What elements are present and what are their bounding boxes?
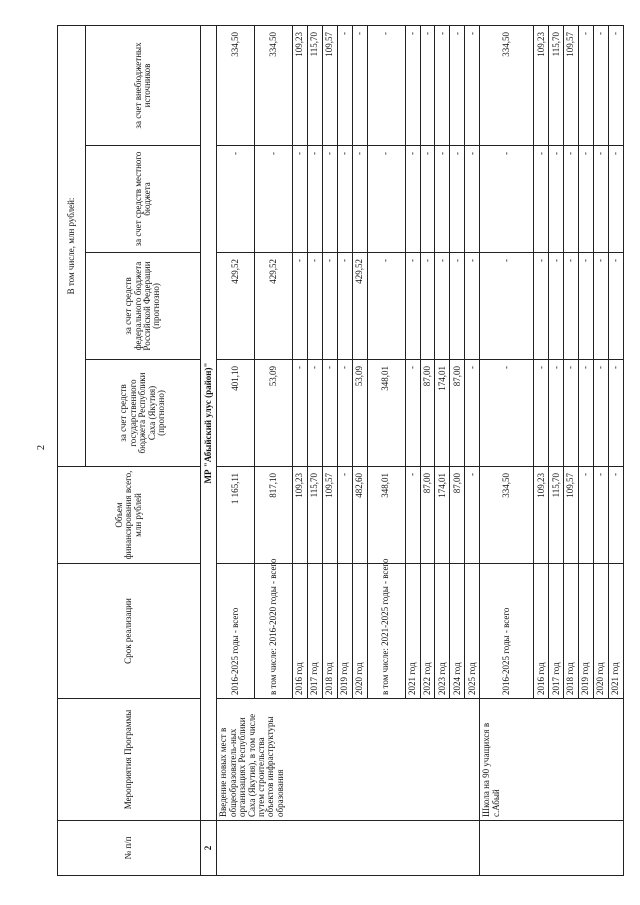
federal-cell: - <box>549 253 564 360</box>
header-total: Объем финансирования всего, млн рублей <box>58 467 201 564</box>
federal-cell: - <box>337 253 352 360</box>
republic-cell: - <box>480 360 534 467</box>
republic-cell: - <box>465 360 480 467</box>
local-cell: - <box>337 146 352 253</box>
federal-cell: 429,52 <box>352 253 367 360</box>
republic-cell: - <box>549 360 564 467</box>
local-cell: - <box>308 146 323 253</box>
local-cell: - <box>450 146 465 253</box>
period-cell: 2022 год <box>420 564 435 699</box>
period-cell: 2021 год <box>608 564 623 699</box>
period-cell: 2020 год <box>352 564 367 699</box>
total-cell: 817,10 <box>255 467 293 564</box>
extra-cell: 334,50 <box>480 25 534 145</box>
local-cell: - <box>255 146 293 253</box>
total-cell: 115,70 <box>549 467 564 564</box>
total-cell: - <box>608 467 623 564</box>
total-cell: - <box>594 467 609 564</box>
period-cell: 2023 год <box>435 564 450 699</box>
header-period: Срок реализации <box>58 564 201 699</box>
period-cell: 2021 год <box>405 564 420 699</box>
header-local: за счет средств местного бюджета <box>86 146 201 253</box>
total-cell: 109,23 <box>534 467 549 564</box>
period-cell: 2018 год <box>322 564 337 699</box>
local-cell: - <box>435 146 450 253</box>
region-title: МР "Абыйский улус (район)" <box>201 25 217 820</box>
extra-cell: 109,57 <box>322 25 337 145</box>
local-cell: - <box>465 146 480 253</box>
republic-cell: 87,00 <box>420 360 435 467</box>
period-cell: 2016-2025 годы - всего <box>217 564 255 699</box>
extra-cell: - <box>608 25 623 145</box>
republic-cell: 53,09 <box>352 360 367 467</box>
total-cell: 87,00 <box>420 467 435 564</box>
extra-cell: 109,23 <box>293 25 308 145</box>
local-cell: - <box>534 146 549 253</box>
extra-cell: 115,70 <box>308 25 323 145</box>
republic-cell: 348,01 <box>367 360 405 467</box>
total-cell: - <box>579 467 594 564</box>
local-cell: - <box>420 146 435 253</box>
rotated-table-container <box>57 26 624 876</box>
local-cell: - <box>480 146 534 253</box>
republic-cell: 401,10 <box>217 360 255 467</box>
period-cell: в том числе: 2016-2020 годы - всего <box>255 564 293 699</box>
total-cell: 109,23 <box>293 467 308 564</box>
total-cell: 109,57 <box>322 467 337 564</box>
extra-cell: 334,50 <box>255 25 293 145</box>
federal-cell: - <box>367 253 405 360</box>
extra-cell: - <box>337 25 352 145</box>
header-including: В том числе, млн рублей: <box>58 25 86 466</box>
republic-cell: - <box>608 360 623 467</box>
local-cell: - <box>322 146 337 253</box>
period-cell: 2020 год <box>594 564 609 699</box>
republic-cell: - <box>308 360 323 467</box>
total-cell: 334,50 <box>480 467 534 564</box>
period-cell: 2024 год <box>450 564 465 699</box>
federal-cell: - <box>435 253 450 360</box>
extra-cell: - <box>420 25 435 145</box>
total-cell: 348,01 <box>367 467 405 564</box>
extra-cell: - <box>367 25 405 145</box>
extra-cell: - <box>594 25 609 145</box>
financing-table <box>57 25 624 876</box>
extra-cell: 109,23 <box>534 25 549 145</box>
total-cell: 174,01 <box>435 467 450 564</box>
extra-cell: 115,70 <box>549 25 564 145</box>
republic-cell: - <box>564 360 579 467</box>
local-cell: - <box>367 146 405 253</box>
row-number-cell <box>480 821 624 876</box>
federal-cell: - <box>594 253 609 360</box>
table-row <box>217 25 255 875</box>
total-cell: 1 165,11 <box>217 467 255 564</box>
republic-cell: 174,01 <box>435 360 450 467</box>
federal-cell: - <box>564 253 579 360</box>
local-cell: - <box>594 146 609 253</box>
period-cell: 2025 год <box>465 564 480 699</box>
row-number-cell <box>217 821 480 876</box>
header-num: № п/п <box>58 821 201 876</box>
extra-cell: - <box>405 25 420 145</box>
period-cell: 2017 год <box>308 564 323 699</box>
local-cell: - <box>405 146 420 253</box>
total-cell: 87,00 <box>450 467 465 564</box>
local-cell: - <box>608 146 623 253</box>
section-number: 2 <box>201 821 217 876</box>
federal-cell: - <box>579 253 594 360</box>
federal-cell: - <box>608 253 623 360</box>
total-cell: - <box>405 467 420 564</box>
period-cell: 2018 год <box>564 564 579 699</box>
total-cell: 115,70 <box>308 467 323 564</box>
extra-cell: - <box>352 25 367 145</box>
extra-cell: 334,50 <box>217 25 255 145</box>
republic-cell: 87,00 <box>450 360 465 467</box>
federal-cell: - <box>322 253 337 360</box>
local-cell: - <box>352 146 367 253</box>
local-cell: - <box>217 146 255 253</box>
federal-cell: - <box>405 253 420 360</box>
federal-cell: - <box>534 253 549 360</box>
header-activity: Мероприятия Программы <box>58 699 201 821</box>
republic-cell: - <box>579 360 594 467</box>
republic-cell: - <box>534 360 549 467</box>
extra-cell: 109,57 <box>564 25 579 145</box>
extra-cell: - <box>435 25 450 145</box>
federal-cell: 429,52 <box>217 253 255 360</box>
activity-cell: Введение новых мест в общеобразователь-ных организациях Республики Саха (Якутия), в том числе путем строительства объектов инфраструктуры образования <box>217 699 480 821</box>
extra-cell: - <box>450 25 465 145</box>
republic-cell: - <box>594 360 609 467</box>
total-cell: - <box>465 467 480 564</box>
federal-cell: - <box>420 253 435 360</box>
header-republic: за счет средств государственного бюджета Республики Саха (Якутия) (прогнозно) <box>86 360 201 467</box>
page-number: 2 <box>36 445 47 450</box>
period-cell: 2016 год <box>534 564 549 699</box>
federal-cell: - <box>465 253 480 360</box>
table-row <box>480 25 534 875</box>
extra-cell: - <box>579 25 594 145</box>
header-extra: за счет внебюджетных источников <box>86 25 201 145</box>
total-cell: 482,60 <box>352 467 367 564</box>
federal-cell: - <box>480 253 534 360</box>
republic-cell: - <box>337 360 352 467</box>
period-cell: 2019 год <box>337 564 352 699</box>
federal-cell: - <box>293 253 308 360</box>
activity-cell: Школа на 90 учащихся в с.Абый <box>480 699 624 821</box>
republic-cell: - <box>293 360 308 467</box>
federal-cell: - <box>308 253 323 360</box>
period-cell: 2016-2025 годы - всего <box>480 564 534 699</box>
local-cell: - <box>564 146 579 253</box>
header-federal: за счет средств федерального бюджета Российской Федерации (прогнозно) <box>86 253 201 360</box>
period-cell: 2019 год <box>579 564 594 699</box>
period-cell: 2016 год <box>293 564 308 699</box>
federal-cell: - <box>450 253 465 360</box>
federal-cell: 429,52 <box>255 253 293 360</box>
period-cell: в том числе: 2021-2025 годы - всего <box>367 564 405 699</box>
republic-cell: - <box>322 360 337 467</box>
local-cell: - <box>579 146 594 253</box>
period-cell: 2017 год <box>549 564 564 699</box>
local-cell: - <box>549 146 564 253</box>
local-cell: - <box>293 146 308 253</box>
republic-cell: 53,09 <box>255 360 293 467</box>
total-cell: 109,57 <box>564 467 579 564</box>
extra-cell: - <box>465 25 480 145</box>
republic-cell: - <box>405 360 420 467</box>
total-cell: - <box>337 467 352 564</box>
